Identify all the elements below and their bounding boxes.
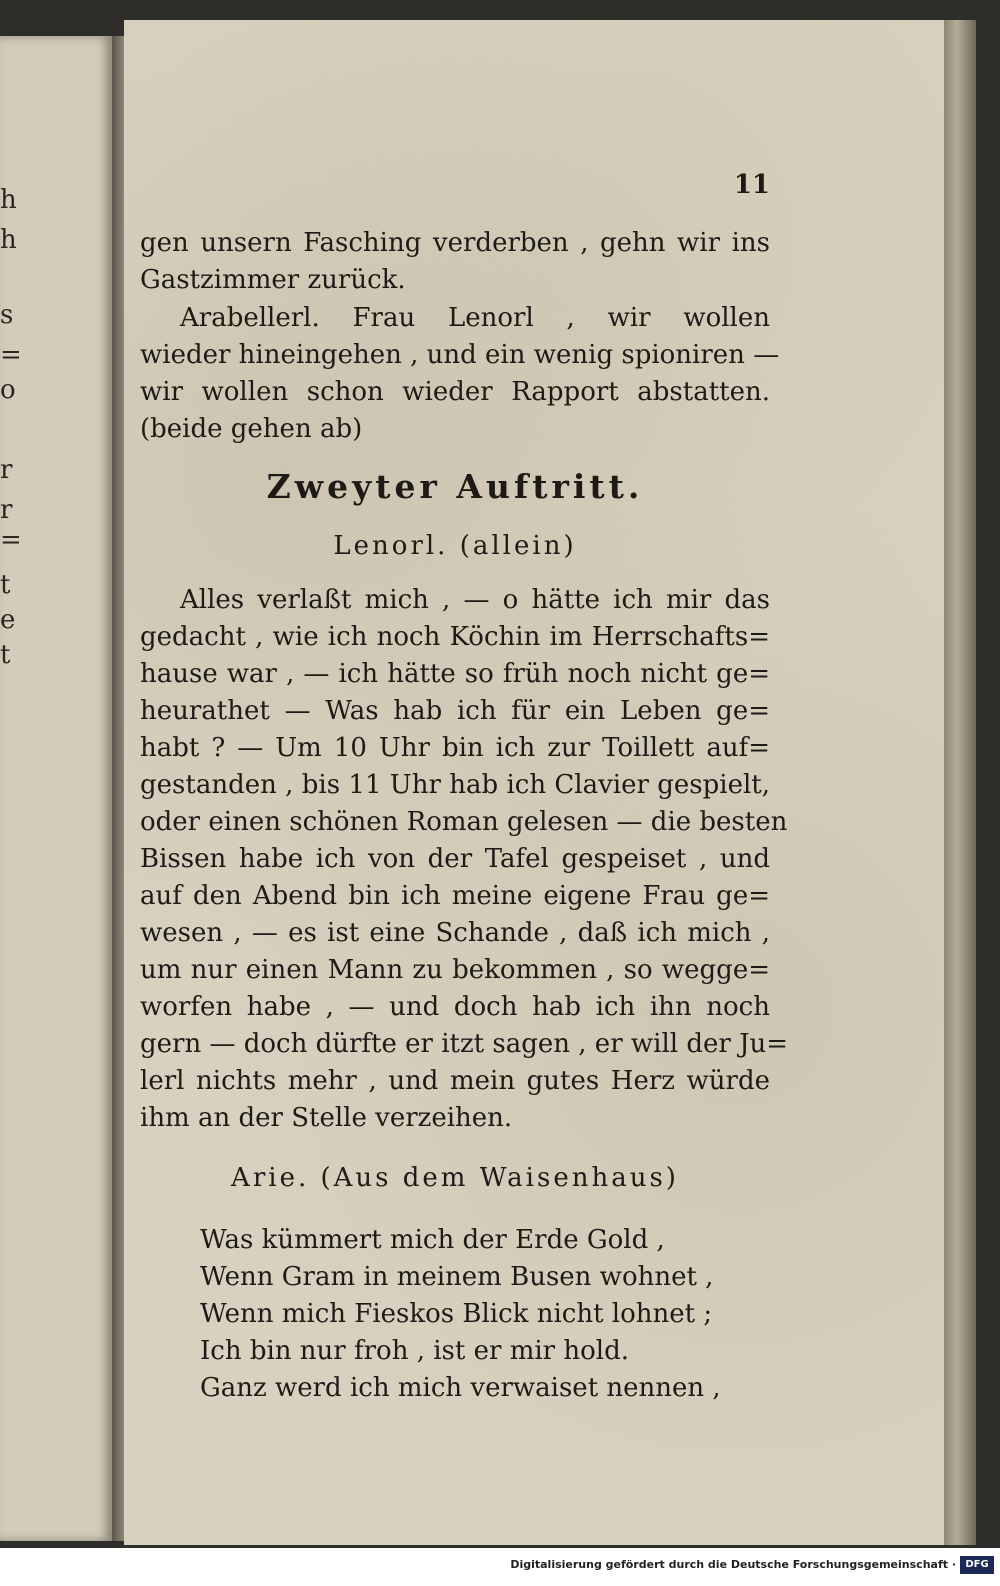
text-line: Alles verlaßt mich , — o hätte ich mir das [180, 585, 770, 615]
verse-line: Was kümmert mich der Erde Gold , [200, 1225, 665, 1255]
text-line: lerl nichts mehr , und mein gutes Herz würde [140, 1066, 770, 1096]
verse-line: Wenn mich Fieskos Blick nicht lohnet ; [200, 1299, 713, 1329]
text-line: heurathet — Was hab ich für ein Leben ge= [140, 696, 770, 726]
dfg-logo-icon: DFG [960, 1556, 994, 1574]
text-line: gen unsern Fasching verderben , gehn wir ins [140, 228, 770, 258]
page-edge-right [944, 20, 976, 1545]
verse-line: Ganz werd ich mich verwaiset nennen , [200, 1373, 721, 1403]
text-line: hause war , — ich hätte so früh noch nicht ge= [140, 659, 770, 689]
verse-line: Wenn Gram in meinem Busen wohnet , [200, 1262, 714, 1292]
text-line: (beide gehen ab) [140, 414, 363, 444]
text-line: oder einen schönen Roman gelesen — die besten [140, 807, 788, 837]
previous-page-letter: t [0, 570, 11, 600]
text-line: wesen , — es ist eine Schande , daß ich mich , [140, 918, 770, 948]
funding-notice: Digitalisierung gefördert durch die Deutsche Forschungsgemeinschaft · [510, 1558, 956, 1571]
verse-line: Ich bin nur froh , ist er mir hold. [200, 1336, 629, 1366]
text-line: gestanden , bis 11 Uhr hab ich Clavier gespielt, [140, 770, 770, 800]
previous-page-letter: = [0, 525, 22, 555]
text-line: wir wollen schon wieder Rapport abstatten. [140, 377, 770, 407]
page-number: 11 [733, 170, 770, 200]
text-line: um nur einen Mann zu bekommen , so wegge= [140, 955, 770, 985]
book-gutter [112, 36, 124, 1541]
speaker-line: Lenorl. (allein) [333, 531, 577, 561]
previous-page-letter: s [0, 300, 14, 330]
text-line: Gastzimmer zurück. [140, 265, 406, 295]
previous-page-letter: o [0, 375, 16, 405]
footer-bar [0, 1548, 1000, 1586]
text-line: Arabellerl. Frau Lenorl , wir wollen [180, 303, 770, 333]
previous-page-letter: h [0, 185, 17, 215]
text-line: Bissen habe ich von der Tafel gespeiset , und [140, 844, 770, 874]
text-line: gedacht , wie ich noch Köchin im Herrschafts= [140, 622, 770, 652]
text-line: wieder hineingehen , und ein wenig spioniren — [140, 340, 780, 370]
text-line: habt ? — Um 10 Uhr bin ich zur Toillett auf= [140, 733, 770, 763]
text-line: worfen habe , — und doch hab ich ihn noch [140, 992, 770, 1022]
text-line: gern — doch dürfte er itzt sagen , er will der Ju= [140, 1029, 789, 1059]
previous-page-letter: r [0, 455, 13, 485]
previous-page-letter: h [0, 225, 17, 255]
previous-page-letter: = [0, 340, 22, 370]
speaker-line: Arie. (Aus dem Waisenhaus) [231, 1163, 679, 1193]
scene-heading: Zweyter Auftritt. [266, 467, 644, 506]
previous-page-letter: r [0, 495, 13, 525]
text-line: ihm an der Stelle verzeihen. [140, 1103, 513, 1133]
previous-page-letter: e [0, 605, 16, 635]
text-line: auf den Abend bin ich meine eigene Frau ge= [140, 881, 770, 911]
previous-page-edge [0, 36, 112, 1541]
previous-page-letter: t [0, 640, 11, 670]
